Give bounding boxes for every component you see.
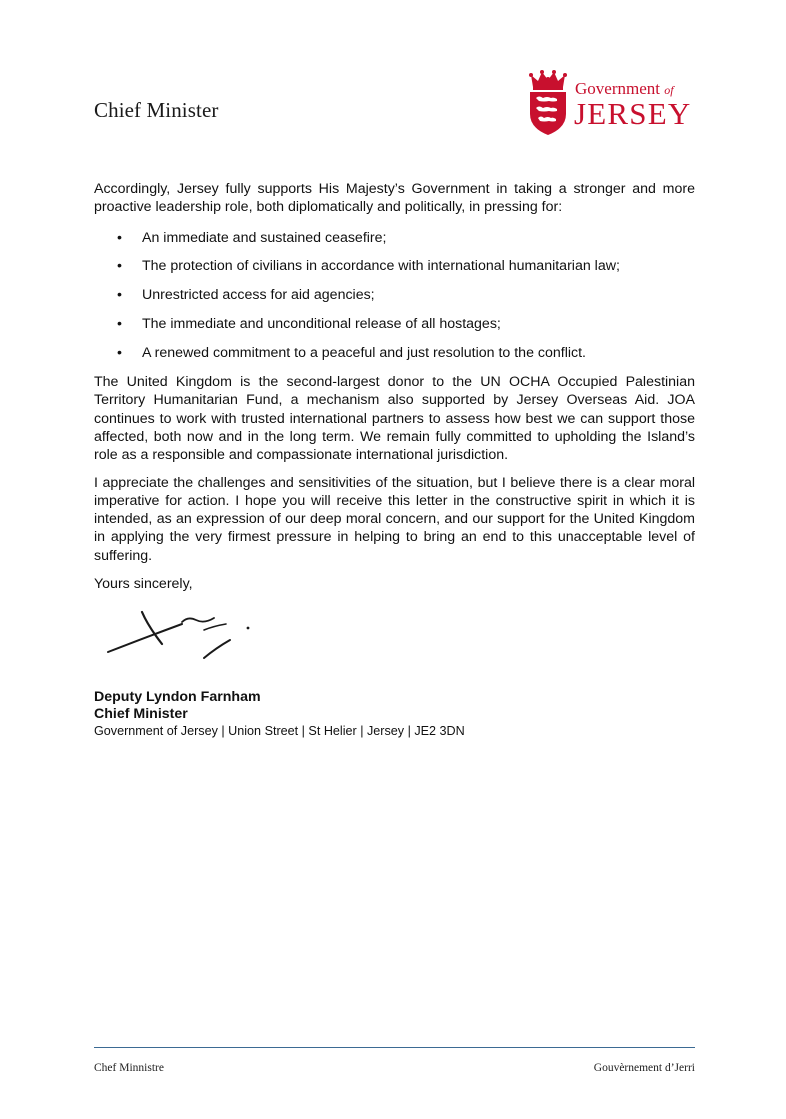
footer-left-text: Chef Minnistre xyxy=(94,1062,164,1074)
list-item: • The immediate and unconditional release of all hostages; xyxy=(117,316,501,333)
signatory-address: Government of Jersey | Union Street | St Helier | Jersey | JE2 3DN xyxy=(94,724,465,738)
bullet-icon: • xyxy=(117,316,122,333)
footer-right-text: Gouvèrnement d’Jerri xyxy=(593,1062,695,1074)
signatory-name: Deputy Lyndon Farnham xyxy=(94,689,261,705)
donor-paragraph: The United Kingdom is the second-largest donor to the UN OCHA Occupied Palestinian Territory Humanitarian Fund, a mechanism also supported by Jersey Overseas Aid. JOA continues to work with trusted international partners to assess how best we can support those affected, both now and in the long term. We remain fully committed to upholding the Island’s role as a responsible and compassionate international jurisdiction. xyxy=(94,374,695,464)
footer-divider xyxy=(94,1047,695,1048)
closing-paragraph: I appreciate the challenges and sensitivities of the situation, but I believe there is a clear moral imperative for action. I hope you will receive this letter in the constructive spirit in which it is intended, as an expression of our deep moral concern, and our support for the United Kingdom in applying the very firmest pressure in helping to bring an end to this unacceptable level of suffering. xyxy=(94,474,695,564)
bullet-icon: • xyxy=(117,258,122,275)
government-of-jersey-logo xyxy=(527,70,697,136)
demands-list xyxy=(94,229,695,363)
bullet-icon: • xyxy=(117,287,122,304)
signatory-role: Chief Minister xyxy=(94,705,188,722)
list-item: • A renewed commitment to a peaceful and just resolution to the conflict. xyxy=(117,345,586,362)
list-item: • Unrestricted access for aid agencies; xyxy=(117,287,375,304)
letter-body xyxy=(94,180,695,574)
sign-off: Yours sincerely, xyxy=(94,576,193,592)
bullet-icon: • xyxy=(117,229,122,246)
list-item: • An immediate and sustained ceasefire; xyxy=(117,229,387,246)
page-title: Chief Minister xyxy=(94,98,219,122)
handwritten-signature xyxy=(104,600,264,672)
logo-jersey-text: JERSEY xyxy=(574,96,692,131)
logo-government-text: Government of xyxy=(575,79,674,98)
intro-paragraph: Accordingly, Jersey fully supports His Majesty’s Government in taking a stronger and more proactive leadership role, both diplomatically and politically, in pressing for: xyxy=(94,181,695,216)
signature-block xyxy=(94,689,465,740)
list-item: • The protection of civilians in accordance with international humanitarian law; xyxy=(117,258,620,275)
jersey-crest-icon xyxy=(527,70,569,136)
bullet-icon: • xyxy=(117,345,122,362)
